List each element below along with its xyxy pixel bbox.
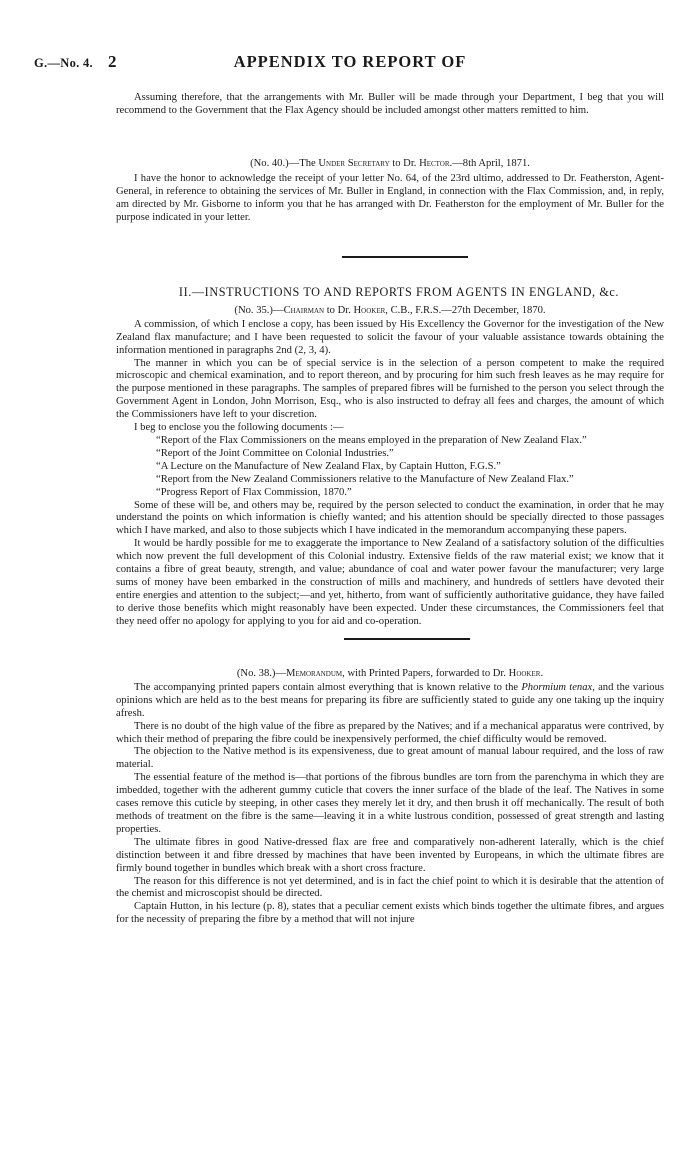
memorandum-paragraph-3: The objection to the Native method is its expensiveness, due to great amount of manual labour required, and the loss of raw material. (116, 746, 664, 771)
page-number: 2 (108, 52, 117, 71)
memorandum-paragraph-5: The ultimate fibres in good Native-dressed flax are free and comparatively non-adherent laterally, which is the chief distinction between it and fibre dressed by machines that have been invented by Europeans, in which the ultimate fibres are firmly bound together in bundles which break with a short cross fracture. (116, 836, 664, 874)
section-divider (342, 256, 468, 258)
memorandum-38-heading: (No. 38.)—Memorandum, with Printed Papers, forwarded to Dr. Hooker. (236, 668, 544, 679)
letter-35-paragraph-5: It would be hardly possible for me to exaggerate the importance to New Zealand of a satisfactory solution of the difficulties which now prevent the full development of this Colonial industry. Extensive fields of the raw material exist; we know that it contains a fibre of great beauty, strength, and value; abundance of coal and water power favour the manufacturer; very large sums of money have been embarked in the construction of mills and machinery, and hundreds of settlers have devoted their entire energies and attention to the subject;—and yet, hitherto, from want of sufficiently authoritative guidance, they have failed to derive those benefits which might reasonably have been expected. Under these circumstances, the Commissioners feel that they need offer no apology for applying to you for aid and co-operation. (116, 538, 664, 627)
letter-40-heading: (No. 40.)—The Under Secretary to Dr. Hector.—8th April, 1871. (250, 158, 530, 169)
running-title: APPENDIX TO REPORT OF (233, 52, 467, 71)
letter-40-body: I have the honor to acknowledge the receipt of your letter No. 64, of the 23rd ultimo, addressed to Dr. Featherston, Agent-General, in reference to obtaining the services of Mr. Buller in England, in connection with the Flax Commission, and, in reply, am directed by Mr. Gisborne to inform you that he has arranged with Dr. Featherston for the employment of Mr. Buller for the purpose indicated in your letter. (116, 172, 664, 223)
memorandum-38 (116, 668, 664, 927)
enclosed-documents-list (116, 435, 664, 500)
memorandum-paragraph-4: The essential feature of the method is—that portions of the fibrous bundles are torn from the parenchyma in which they are imbedded, together with the adherent gummy cuticle that covers the inner surface of the blade of the leaf. The Natives in some cases remove this cuticle by steeping, in other cases they merely let it dry, and then brush it off mechanically. The result of both methods of treatment on the fibre is the same—leaving it in a white lustrous condition, possessed of great strength and lasting properties. (116, 772, 664, 835)
intro-block (116, 92, 664, 118)
document-item: “Report from the New Zealand Commissioners relative to the Manufacture of New Zealand Flax.” (156, 473, 574, 485)
letter-35-paragraph-1: A commission, of which I enclose a copy, has been issued by His Excellency the Governor for the investigation of the New Zealand flax manufacture; and I have been requested to solicit the favour of your valuable assistance towards obtaining the information mentioned in paragraphs 2nd (2, 3, 4). (116, 318, 664, 356)
section-2 (116, 286, 664, 629)
memorandum-paragraph-7: Captain Hutton, in his lecture (p. 8), states that a peculiar cement exists which binds together the ultimate fibres, and argues for the necessity of preparing the fibre by a method that will not injure (116, 901, 664, 926)
memorandum-paragraph-6: The reason for this difference is not yet determined, and is in fact the chief point to which it is desirable that the attention of the chemist and microscopist should be directed. (116, 875, 664, 900)
intro-paragraph: Assuming therefore, that the arrangements with Mr. Buller will be made through your Department, I beg that you will recommend to the Government that the Flax Agency should be included amongst other matters remitted to him. (116, 92, 664, 116)
letter-35-heading: (No. 35.)—Chairman to Dr. Hooker, C.B., F.R.S.—27th December, 1870. (234, 304, 546, 316)
section-divider (344, 638, 470, 640)
document-item: “A Lecture on the Manufacture of New Zealand Flax, by Captain Hutton, F.G.S.” (156, 460, 501, 472)
memorandum-paragraph-1: The accompanying printed papers contain almost everything that is known relative to the Phormium tenax, and the various opinions which are held as to the best means for preparing its fibre are sufficiently stated to guide any one taking up the inquiry afresh. (116, 681, 664, 719)
letter-40 (116, 158, 664, 225)
document-item: “Report of the Flax Commissioners on the means employed in the preparation of New Zealand Flax.” (156, 434, 587, 446)
letter-35-paragraph-3: I beg to enclose you the following documents :— (134, 422, 344, 434)
document-item: “Progress Report of Flax Commission, 1870.” (156, 486, 352, 498)
series-number: G.—No. 4. (34, 56, 93, 70)
letter-35-paragraph-2: The manner in which you can be of special service is in the selection of a person competent to make the required microscopic and chemical examination, and to report thereon, and by procuring for him such fresh leaves as he may require for the purpose mentioned in these paragraphs. The samples of prepared fibres will be furnished to the person you select through the Government Agent in London, John Morrison, Esq., who is also instructed to defray all fees and charges, the amount of which the Commissioners have left to your discretion. (116, 357, 664, 421)
letter-35-paragraph-4: Some of these will be, and others may be, required by the person selected to conduct the examination, in order that he may understand the points on which information is chiefly wanted; and his attention should be specially directed to those passages which I have marked, and also to those subjects which I have indicated in the memorandum accompanying these papers. (116, 499, 664, 537)
memorandum-paragraph-2: There is no doubt of the high value of the fibre as prepared by the Natives; and if a mechanical apparatus were contrived, by which their method of preparing the fibre could be inexpensively performed, the chief difficulty would be removed. (116, 720, 664, 745)
page-header (0, 52, 700, 76)
document-item: “Report of the Joint Committee on Colonial Industries.” (156, 447, 394, 459)
section-2-title: II.—INSTRUCTIONS TO AND REPORTS FROM AGENTS IN ENGLAND, &c. (178, 285, 620, 299)
